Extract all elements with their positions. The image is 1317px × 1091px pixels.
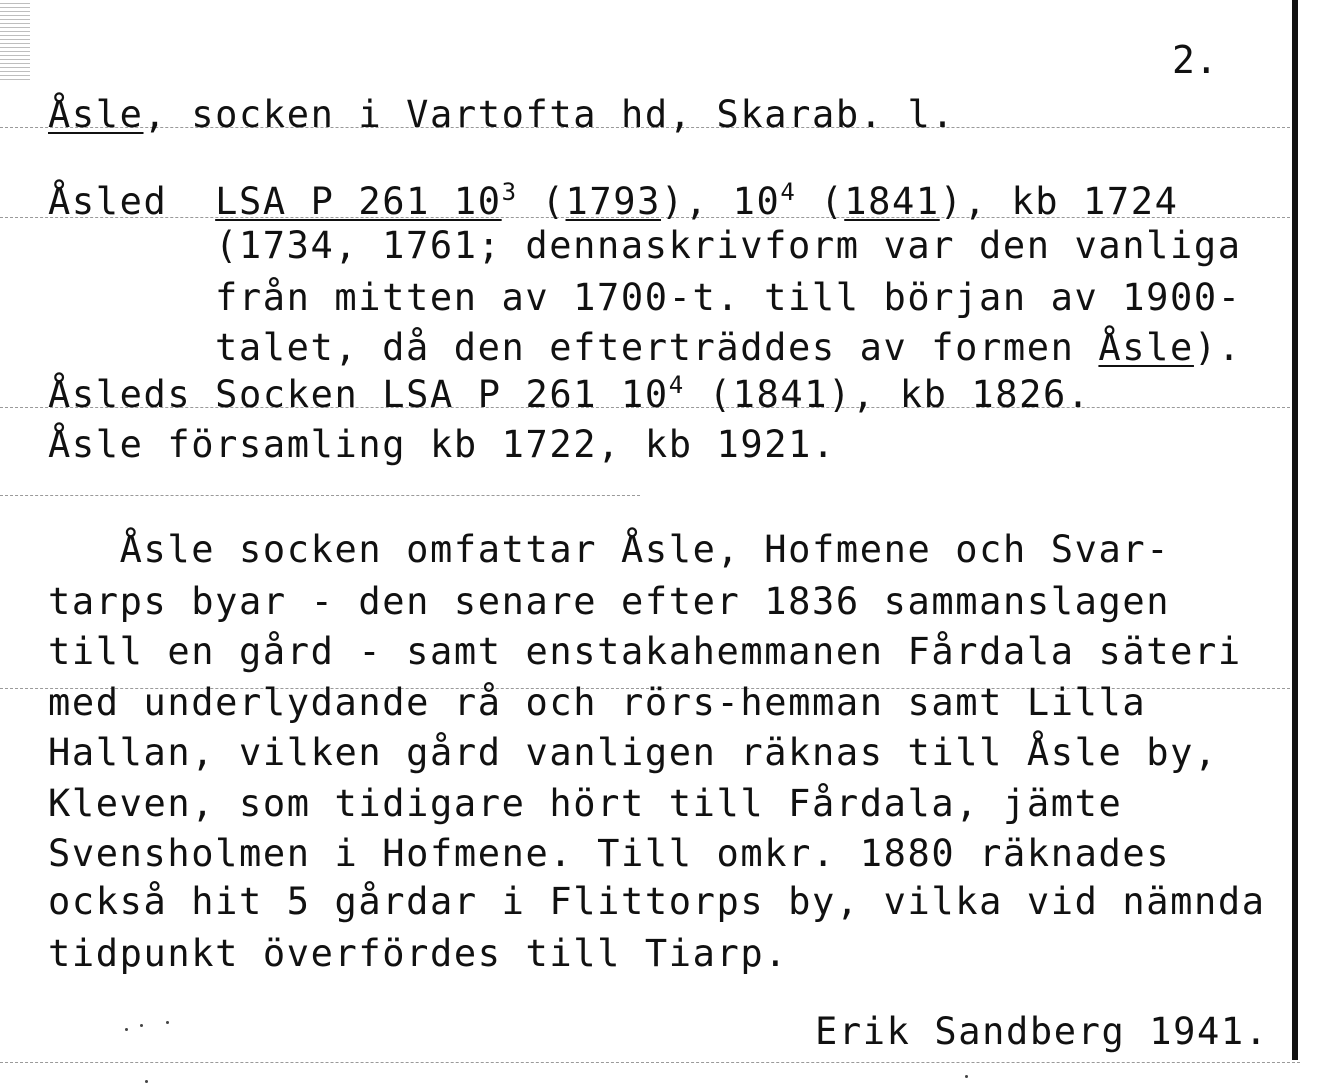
body-line: Kleven, som tidigare hört till Fårdala, jämte bbox=[48, 782, 1123, 825]
form-year-2: 1841 bbox=[844, 180, 940, 223]
form-highlight: Åsle bbox=[1098, 326, 1194, 369]
speck bbox=[166, 1021, 169, 1024]
speck bbox=[145, 1080, 148, 1083]
body-line: tarps byar - den senare efter 1836 sammanslagen bbox=[48, 580, 1171, 623]
form-year-1: 1793 bbox=[565, 180, 662, 223]
body-line: till en gård - samt enstakahemmanen Fårdala säteri bbox=[48, 630, 1242, 673]
body-line: Hallan, vilken gård vanligen räknas till Åsle by, bbox=[48, 731, 1218, 774]
speck bbox=[140, 1024, 143, 1027]
body-line: med underlydande rå och rörs-hemman samt Lilla bbox=[48, 681, 1147, 724]
body-line: Svensholmen i Hofmene. Till omkr. 1880 räknades bbox=[48, 832, 1171, 875]
form-sup-1: 3 bbox=[501, 178, 518, 206]
form-source: LSA P 261 10 bbox=[215, 180, 502, 223]
card-right-edge bbox=[1292, 0, 1298, 1060]
heading-rest: , socken i Vartofta hd, Skarab. l. bbox=[143, 93, 956, 136]
form-sup-2: 4 bbox=[780, 178, 797, 206]
form-line-asled: Åsled LSA P 261 $10^3$ (1793), $10^4$ (1841), kb 1724 bbox=[48, 178, 1179, 223]
signature: Erik Sandberg 1941. bbox=[815, 1010, 1269, 1053]
place-name: Åsle bbox=[48, 93, 144, 136]
heading-line bbox=[48, 95, 955, 135]
ruled-line bbox=[0, 495, 640, 496]
form-cont-line: (1734, 1761; dennaskrivform var den vanliga bbox=[215, 224, 1242, 267]
speck bbox=[965, 1075, 968, 1078]
ruled-line bbox=[0, 1062, 1300, 1063]
body-line: tidpunkt överfördes till Tiarp. bbox=[48, 932, 789, 975]
form-word: Åsled bbox=[48, 180, 168, 223]
form-kb: kb 1724 bbox=[1011, 180, 1179, 223]
body-line: Åsle socken omfattar Åsle, Hofmene och Svar- bbox=[48, 528, 1171, 571]
speck bbox=[125, 1028, 128, 1031]
form-cont-line: talet, då den efterträddes av formen Åsle). bbox=[215, 326, 1242, 369]
card-corner-texture bbox=[0, 0, 30, 80]
page-number: 2. bbox=[1172, 38, 1218, 82]
form-cont-line: från mitten av 1700-t. till början av 1900- bbox=[215, 276, 1242, 319]
form-line-asleds: Åsleds Socken LSA P 261 $10^4$ (1841), kb 1826. bbox=[48, 371, 1091, 416]
body-line: också hit 5 gårdar i Flittorps by, vilka vid nämnda bbox=[48, 880, 1266, 923]
form-line-forsamling: Åsle församling kb 1722, kb 1921. bbox=[48, 423, 836, 466]
